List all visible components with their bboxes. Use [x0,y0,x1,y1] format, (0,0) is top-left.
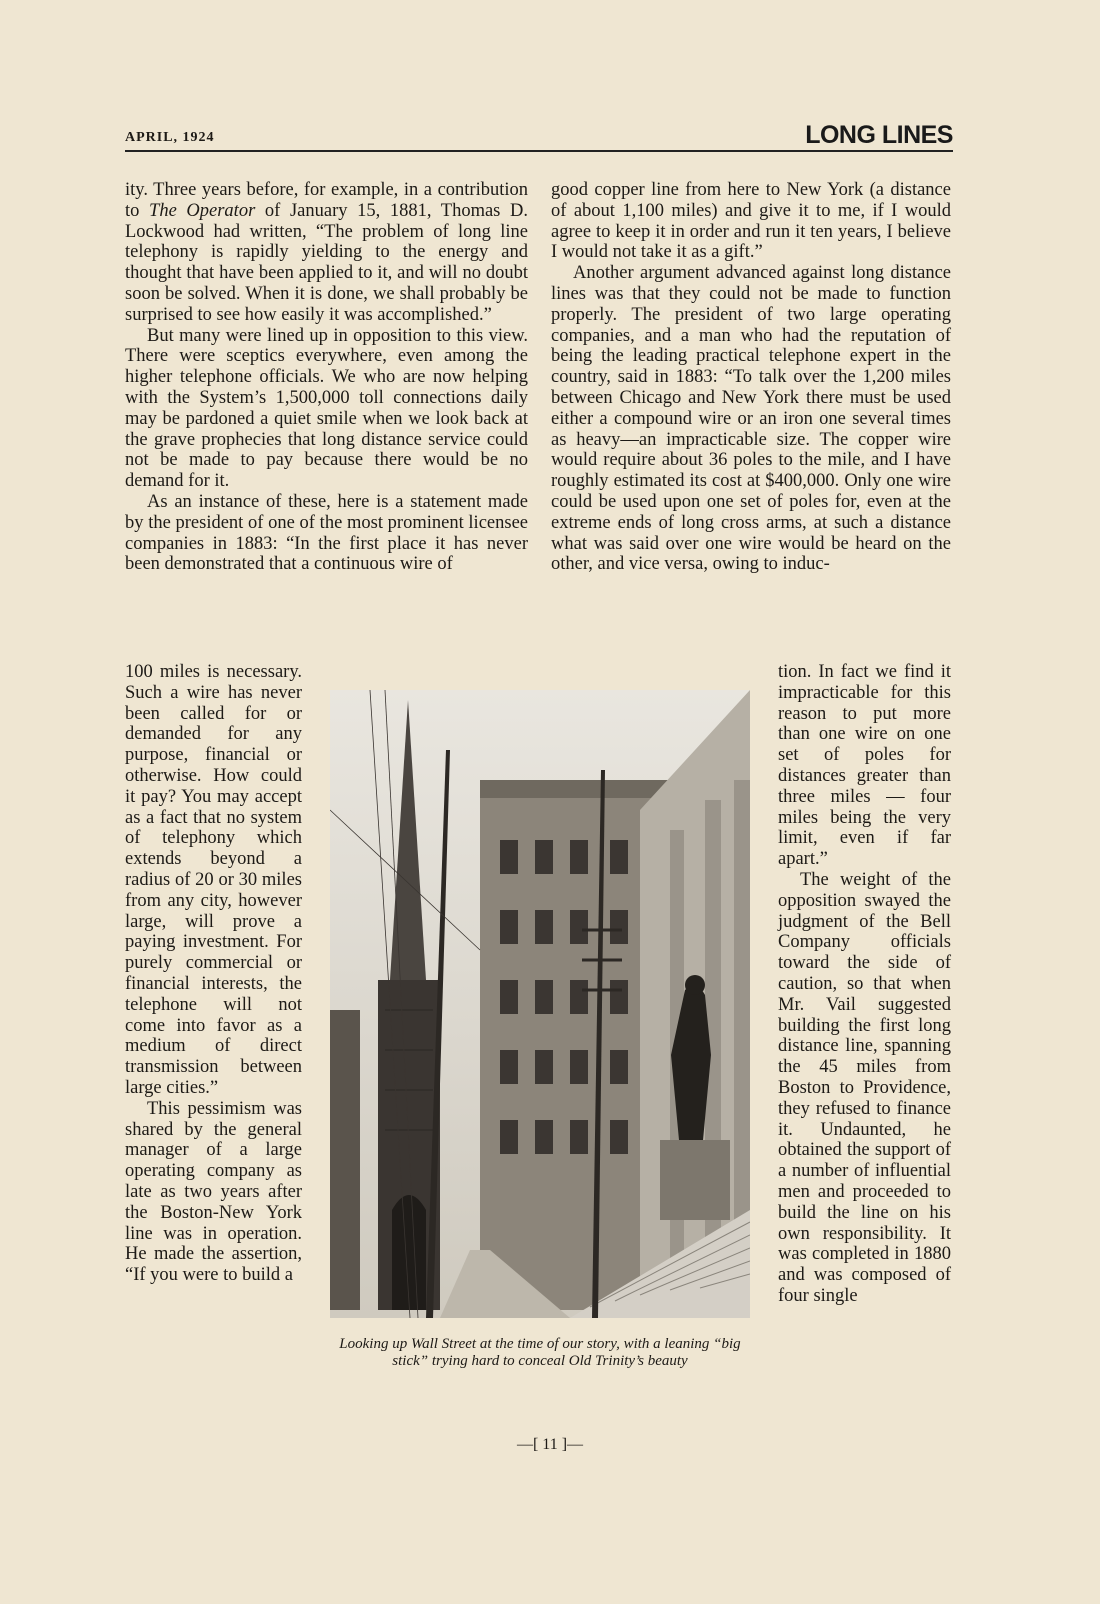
left-column-top [125,180,528,575]
page-header [125,118,953,152]
issue-date: APRIL, 1924 [125,130,215,145]
paragraph: The weight of the opposition swayed the judgment of the Bell Company officials toward the side of caution, so that when Mr. Vail suggested building the first long distance line, spanning the 45 miles from Boston to Providence, they refused to finance it. Undaunted, he obtained the support of a number of influential men and proceeded to build the line on his own responsibility. It was completed in 1880 and was composed of four single [778,869,951,1306]
magazine-logo: LONG LINES [805,121,953,149]
paragraph: good copper line from here to New York (a distance of about 1,100 miles) and give it to me, if I would agree to keep it in order and run it ten years, I believe I would not take it as a gift.” [551,180,951,263]
wall-street-photo [330,690,750,1318]
left-column-bottom [125,662,302,1286]
paragraph: ity. Three years before, for example, in a contribution to The Operator of January 15, 1881, Thomas D. Lockwood had written, “The problem of long line telephony is rapidly yielding to the energy and thought that have been applied to it, and will no doubt soon be solved. When it is done, we shall probably be surprised to see how easily it was accomplished.” [125,180,528,325]
paragraph: Another argument advanced against long distance lines was that they could not be made to function properly. The president of two large operating companies, and a man who had the reputation of being the leading practical telephone expert in the country, said in 1883: “To talk over the 1,200 miles between Chicago and New York there must be used either a compound wire or an iron one several times as heavy—an impracticable size. The copper wire would require about 36 poles to the mile, and I have roughly estimated its cost at $400,000. Only one wire could be used upon one set of poles for, even at the extreme ends of long cross arms, at such a distance what was said over one wire would be heard on the other, and vice versa, owing to induc- [551,263,951,575]
paragraph: tion. In fact we find it impracticable for this reason to put more than one wire on one set of poles for distances greater than three miles — four miles being the very limit, even if far apart.” [778,662,951,870]
photo-caption: Looking up Wall Street at the time of our story, with a leaning “big stick” trying hard to conceal Old Trinity’s beauty [339,1336,741,1369]
paragraph: As an instance of these, here is a statement made by the president of one of the most prominent licensee companies in 1883: “In the first place it has never been demonstrated that a continuous wire of [125,491,528,575]
paragraph: 100 miles is necessary. Such a wire has never been called for or demanded for any purpose, financial or otherwise. How could it pay? You may accept as a fact that no system of telephony which extends beyond a radius of 20 or 30 miles from any city, however large, will prove a paying investment. For purely commercial or financial interests, the telephone will not come into favor as a medium of direct transmission between large cities.” [125,662,302,1098]
header-rule [125,150,953,152]
paragraph: But many were lined up in opposition to this view. There were sceptics everywhere, even among the higher telephone officials. We who are now helping with the System’s 1,500,000 toll connections daily may be pardoned a quiet smile when we look back at the grave prophecies that long distance service could not be made to pay because there would be no demand for it. [125,325,528,492]
publication-title: The Operator [149,200,256,221]
page-number: —[ 11 ]— [516,1436,584,1453]
paragraph: This pessimism was shared by the general manager of a large operating company as late as two years after the Boston-New York line was in operation. He made the assertion, “If you were to build a [125,1098,302,1286]
right-column-bottom [778,662,951,1307]
right-column-top [551,180,951,575]
